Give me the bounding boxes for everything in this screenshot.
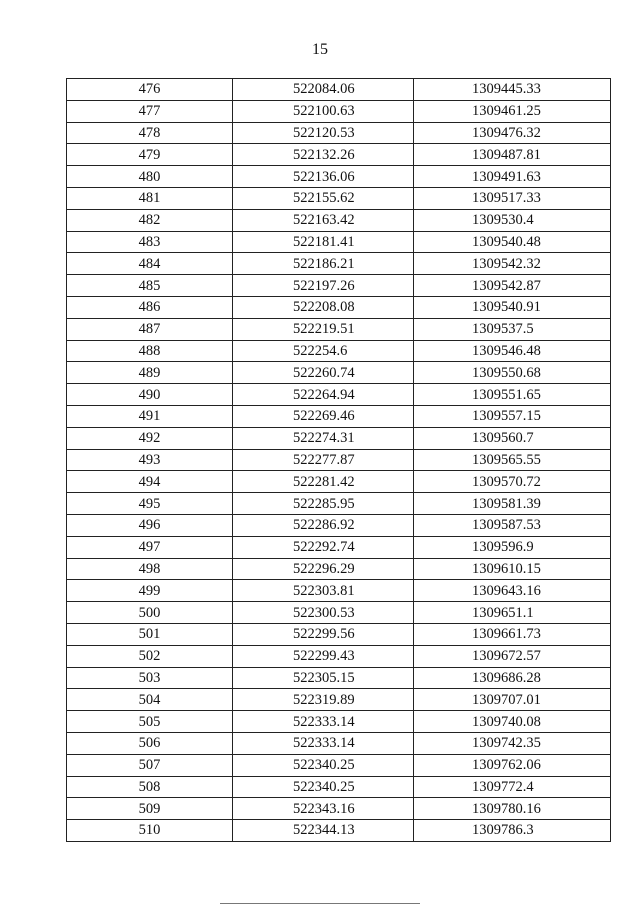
y-coordinate-cell: 1309546.48 bbox=[414, 340, 611, 362]
point-number-cell: 507 bbox=[67, 754, 233, 776]
x-coordinate-cell: 522163.42 bbox=[233, 209, 414, 231]
table-row bbox=[67, 536, 611, 558]
x-coordinate-cell: 522219.51 bbox=[233, 318, 414, 340]
table-row bbox=[67, 79, 611, 101]
point-number-cell: 504 bbox=[67, 689, 233, 711]
table-row bbox=[67, 754, 611, 776]
point-number-cell: 510 bbox=[67, 820, 233, 842]
x-coordinate-cell: 522343.16 bbox=[233, 798, 414, 820]
table-row bbox=[67, 384, 611, 406]
table-row bbox=[67, 405, 611, 427]
point-number-cell: 500 bbox=[67, 602, 233, 624]
y-coordinate-cell: 1309542.87 bbox=[414, 275, 611, 297]
x-coordinate-cell: 522286.92 bbox=[233, 514, 414, 536]
x-coordinate-cell: 522340.25 bbox=[233, 776, 414, 798]
point-number-cell: 482 bbox=[67, 209, 233, 231]
x-coordinate-cell: 522260.74 bbox=[233, 362, 414, 384]
x-coordinate-cell: 522269.46 bbox=[233, 405, 414, 427]
x-coordinate-cell: 522120.53 bbox=[233, 122, 414, 144]
x-coordinate-cell: 522319.89 bbox=[233, 689, 414, 711]
point-number-cell: 494 bbox=[67, 471, 233, 493]
y-coordinate-cell: 1309610.15 bbox=[414, 558, 611, 580]
x-coordinate-cell: 522303.81 bbox=[233, 580, 414, 602]
table-row bbox=[67, 231, 611, 253]
coordinates-table bbox=[66, 78, 611, 842]
point-number-cell: 479 bbox=[67, 144, 233, 166]
x-coordinate-cell: 522277.87 bbox=[233, 449, 414, 471]
point-number-cell: 486 bbox=[67, 296, 233, 318]
page-number: 15 bbox=[312, 41, 328, 58]
x-coordinate-cell: 522300.53 bbox=[233, 602, 414, 624]
x-coordinate-cell: 522197.26 bbox=[233, 275, 414, 297]
point-number-cell: 476 bbox=[67, 79, 233, 101]
y-coordinate-cell: 1309517.33 bbox=[414, 187, 611, 209]
y-coordinate-cell: 1309550.68 bbox=[414, 362, 611, 384]
table-row bbox=[67, 318, 611, 340]
point-number-cell: 501 bbox=[67, 623, 233, 645]
x-coordinate-cell: 522208.08 bbox=[233, 296, 414, 318]
y-coordinate-cell: 1309491.63 bbox=[414, 166, 611, 188]
x-coordinate-cell: 522084.06 bbox=[233, 79, 414, 101]
table-row bbox=[67, 253, 611, 275]
point-number-cell: 485 bbox=[67, 275, 233, 297]
x-coordinate-cell: 522292.74 bbox=[233, 536, 414, 558]
y-coordinate-cell: 1309780.16 bbox=[414, 798, 611, 820]
y-coordinate-cell: 1309540.91 bbox=[414, 296, 611, 318]
x-coordinate-cell: 522305.15 bbox=[233, 667, 414, 689]
table-row bbox=[67, 427, 611, 449]
table-row bbox=[67, 798, 611, 820]
table-row bbox=[67, 711, 611, 733]
bottom-scan-line bbox=[220, 903, 420, 904]
point-number-cell: 492 bbox=[67, 427, 233, 449]
table-row bbox=[67, 580, 611, 602]
point-number-cell: 506 bbox=[67, 732, 233, 754]
x-coordinate-cell: 522296.29 bbox=[233, 558, 414, 580]
table-row bbox=[67, 471, 611, 493]
y-coordinate-cell: 1309581.39 bbox=[414, 493, 611, 515]
x-coordinate-cell: 522264.94 bbox=[233, 384, 414, 406]
table-row bbox=[67, 602, 611, 624]
y-coordinate-cell: 1309587.53 bbox=[414, 514, 611, 536]
point-number-cell: 483 bbox=[67, 231, 233, 253]
point-number-cell: 478 bbox=[67, 122, 233, 144]
y-coordinate-cell: 1309651.1 bbox=[414, 602, 611, 624]
y-coordinate-cell: 1309643.16 bbox=[414, 580, 611, 602]
y-coordinate-cell: 1309762.06 bbox=[414, 754, 611, 776]
x-coordinate-cell: 522254.6 bbox=[233, 340, 414, 362]
x-coordinate-cell: 522281.42 bbox=[233, 471, 414, 493]
table-row bbox=[67, 275, 611, 297]
table-row bbox=[67, 514, 611, 536]
coordinates-table-body bbox=[67, 79, 611, 842]
y-coordinate-cell: 1309551.65 bbox=[414, 384, 611, 406]
table-row bbox=[67, 362, 611, 384]
y-coordinate-cell: 1309672.57 bbox=[414, 645, 611, 667]
point-number-cell: 488 bbox=[67, 340, 233, 362]
y-coordinate-cell: 1309540.48 bbox=[414, 231, 611, 253]
table-row bbox=[67, 820, 611, 842]
table-row bbox=[67, 558, 611, 580]
point-number-cell: 502 bbox=[67, 645, 233, 667]
y-coordinate-cell: 1309565.55 bbox=[414, 449, 611, 471]
point-number-cell: 508 bbox=[67, 776, 233, 798]
x-coordinate-cell: 522333.14 bbox=[233, 711, 414, 733]
table-row bbox=[67, 732, 611, 754]
x-coordinate-cell: 522340.25 bbox=[233, 754, 414, 776]
table-row bbox=[67, 645, 611, 667]
y-coordinate-cell: 1309707.01 bbox=[414, 689, 611, 711]
y-coordinate-cell: 1309661.73 bbox=[414, 623, 611, 645]
y-coordinate-cell: 1309740.08 bbox=[414, 711, 611, 733]
table-row bbox=[67, 689, 611, 711]
table-row bbox=[67, 340, 611, 362]
x-coordinate-cell: 522100.63 bbox=[233, 100, 414, 122]
x-coordinate-cell: 522186.21 bbox=[233, 253, 414, 275]
x-coordinate-cell: 522274.31 bbox=[233, 427, 414, 449]
table-row bbox=[67, 187, 611, 209]
point-number-cell: 490 bbox=[67, 384, 233, 406]
y-coordinate-cell: 1309686.28 bbox=[414, 667, 611, 689]
table-row bbox=[67, 776, 611, 798]
table-row bbox=[67, 100, 611, 122]
x-coordinate-cell: 522285.95 bbox=[233, 493, 414, 515]
coordinates-table-container bbox=[66, 78, 610, 842]
y-coordinate-cell: 1309742.35 bbox=[414, 732, 611, 754]
y-coordinate-cell: 1309476.32 bbox=[414, 122, 611, 144]
y-coordinate-cell: 1309537.5 bbox=[414, 318, 611, 340]
table-row bbox=[67, 296, 611, 318]
y-coordinate-cell: 1309772.4 bbox=[414, 776, 611, 798]
x-coordinate-cell: 522132.26 bbox=[233, 144, 414, 166]
point-number-cell: 477 bbox=[67, 100, 233, 122]
point-number-cell: 493 bbox=[67, 449, 233, 471]
point-number-cell: 495 bbox=[67, 493, 233, 515]
y-coordinate-cell: 1309560.7 bbox=[414, 427, 611, 449]
table-row bbox=[67, 122, 611, 144]
y-coordinate-cell: 1309487.81 bbox=[414, 144, 611, 166]
point-number-cell: 487 bbox=[67, 318, 233, 340]
y-coordinate-cell: 1309542.32 bbox=[414, 253, 611, 275]
point-number-cell: 484 bbox=[67, 253, 233, 275]
x-coordinate-cell: 522181.41 bbox=[233, 231, 414, 253]
point-number-cell: 481 bbox=[67, 187, 233, 209]
point-number-cell: 489 bbox=[67, 362, 233, 384]
table-row bbox=[67, 667, 611, 689]
table-row bbox=[67, 493, 611, 515]
point-number-cell: 505 bbox=[67, 711, 233, 733]
table-row bbox=[67, 623, 611, 645]
point-number-cell: 491 bbox=[67, 405, 233, 427]
y-coordinate-cell: 1309530.4 bbox=[414, 209, 611, 231]
y-coordinate-cell: 1309557.15 bbox=[414, 405, 611, 427]
point-number-cell: 503 bbox=[67, 667, 233, 689]
table-row bbox=[67, 449, 611, 471]
point-number-cell: 480 bbox=[67, 166, 233, 188]
table-row bbox=[67, 144, 611, 166]
table-row bbox=[67, 166, 611, 188]
point-number-cell: 498 bbox=[67, 558, 233, 580]
x-coordinate-cell: 522344.13 bbox=[233, 820, 414, 842]
x-coordinate-cell: 522299.56 bbox=[233, 623, 414, 645]
point-number-cell: 496 bbox=[67, 514, 233, 536]
x-coordinate-cell: 522333.14 bbox=[233, 732, 414, 754]
y-coordinate-cell: 1309786.3 bbox=[414, 820, 611, 842]
x-coordinate-cell: 522299.43 bbox=[233, 645, 414, 667]
point-number-cell: 497 bbox=[67, 536, 233, 558]
x-coordinate-cell: 522136.06 bbox=[233, 166, 414, 188]
table-row bbox=[67, 209, 611, 231]
y-coordinate-cell: 1309596.9 bbox=[414, 536, 611, 558]
y-coordinate-cell: 1309570.72 bbox=[414, 471, 611, 493]
point-number-cell: 499 bbox=[67, 580, 233, 602]
point-number-cell: 509 bbox=[67, 798, 233, 820]
x-coordinate-cell: 522155.62 bbox=[233, 187, 414, 209]
y-coordinate-cell: 1309461.25 bbox=[414, 100, 611, 122]
y-coordinate-cell: 1309445.33 bbox=[414, 79, 611, 101]
